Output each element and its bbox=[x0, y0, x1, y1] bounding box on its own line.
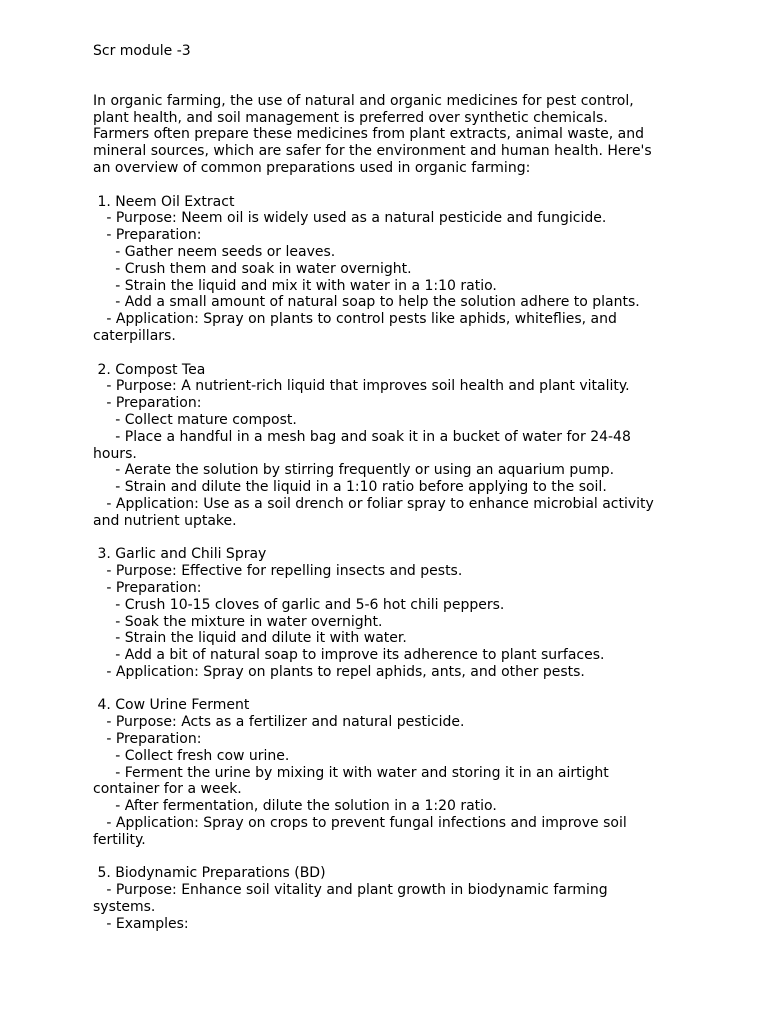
document-page bbox=[93, 43, 673, 933]
text-line: mineral sources, which are safer for the environment and human health. Here's bbox=[93, 143, 652, 160]
text-line: - Purpose: A nutrient-rich liquid that improves soil health and plant vitality. bbox=[93, 378, 630, 395]
text-line bbox=[93, 177, 673, 194]
text-line: - Purpose: Acts as a fertilizer and natural pesticide. bbox=[93, 714, 465, 731]
text-line: - Preparation: bbox=[93, 227, 202, 244]
text-line: - Add a small amount of natural soap to help the solution adhere to plants. bbox=[93, 294, 640, 311]
text-line: - Purpose: Enhance soil vitality and plant growth in biodynamic farming bbox=[93, 882, 608, 899]
text-line: - Collect fresh cow urine. bbox=[93, 747, 290, 764]
text-line: Farmers often prepare these medicines from plant extracts, animal waste, and bbox=[93, 126, 645, 143]
text-line: plant health, and soil management is preferred over synthetic chemicals. bbox=[93, 109, 608, 126]
text-line: caterpillars. bbox=[93, 327, 176, 344]
text-line: - Preparation: bbox=[93, 395, 202, 412]
text-line: - Purpose: Effective for repelling insects and pests. bbox=[93, 563, 463, 580]
text-line: fertility. bbox=[93, 831, 146, 848]
text-line: container for a week. bbox=[93, 781, 242, 798]
text-line: - Application: Use as a soil drench or foliar spray to enhance microbial activity bbox=[93, 495, 654, 512]
text-line: - Application: Spray on plants to control pests like aphids, whiteflies, and bbox=[93, 311, 617, 328]
text-line: systems. bbox=[93, 899, 156, 916]
document-body bbox=[93, 93, 673, 933]
text-line: - Crush 10-15 cloves of garlic and 5-6 hot chili peppers. bbox=[93, 596, 505, 613]
text-line: an overview of common preparations used in organic farming: bbox=[93, 159, 531, 176]
text-line: - Examples: bbox=[93, 915, 189, 932]
text-line: In organic farming, the use of natural and organic medicines for pest control, bbox=[93, 92, 634, 109]
text-line: 2. Compost Tea bbox=[93, 361, 206, 378]
text-line: - Add a bit of natural soap to improve its adherence to plant surfaces. bbox=[93, 647, 605, 664]
text-line: 5. Biodynamic Preparations (BD) bbox=[93, 865, 326, 882]
text-line bbox=[93, 345, 673, 362]
text-line: - Collect mature compost. bbox=[93, 411, 297, 428]
text-line: - Aerate the solution by stirring frequently or using an aquarium pump. bbox=[93, 462, 615, 479]
text-line: - Place a handful in a mesh bag and soak it in a bucket of water for 24-48 bbox=[93, 428, 631, 445]
text-line: - Ferment the urine by mixing it with water and storing it in an airtight bbox=[93, 764, 609, 781]
text-line: hours. bbox=[93, 445, 137, 462]
text-line: - Purpose: Neem oil is widely used as a natural pesticide and fungicide. bbox=[93, 210, 607, 227]
text-line: 1. Neem Oil Extract bbox=[93, 193, 235, 210]
text-line bbox=[93, 681, 673, 698]
text-line: - After fermentation, dilute the solution in a 1:20 ratio. bbox=[93, 798, 497, 815]
text-line bbox=[93, 849, 673, 866]
document-title: Scr module -3 bbox=[93, 43, 191, 59]
text-line: 3. Garlic and Chili Spray bbox=[93, 546, 267, 563]
text-line: - Crush them and soak in water overnight. bbox=[93, 260, 412, 277]
text-line: - Preparation: bbox=[93, 731, 202, 748]
text-line: - Soak the mixture in water overnight. bbox=[93, 613, 383, 630]
text-line: - Gather neem seeds or leaves. bbox=[93, 243, 336, 260]
text-line: - Application: Spray on plants to repel aphids, ants, and other pests. bbox=[93, 663, 585, 680]
text-line: and nutrient uptake. bbox=[93, 512, 237, 529]
text-line bbox=[93, 530, 673, 547]
text-line: - Strain the liquid and dilute it with water. bbox=[93, 630, 407, 647]
text-line: - Preparation: bbox=[93, 579, 202, 596]
text-line: - Strain the liquid and mix it with water in a 1:10 ratio. bbox=[93, 277, 497, 294]
text-line: - Application: Spray on crops to prevent fungal infections and improve soil bbox=[93, 815, 627, 832]
text-line: - Strain and dilute the liquid in a 1:10 ratio before applying to the soil. bbox=[93, 479, 607, 496]
text-line: 4. Cow Urine Ferment bbox=[93, 697, 250, 714]
